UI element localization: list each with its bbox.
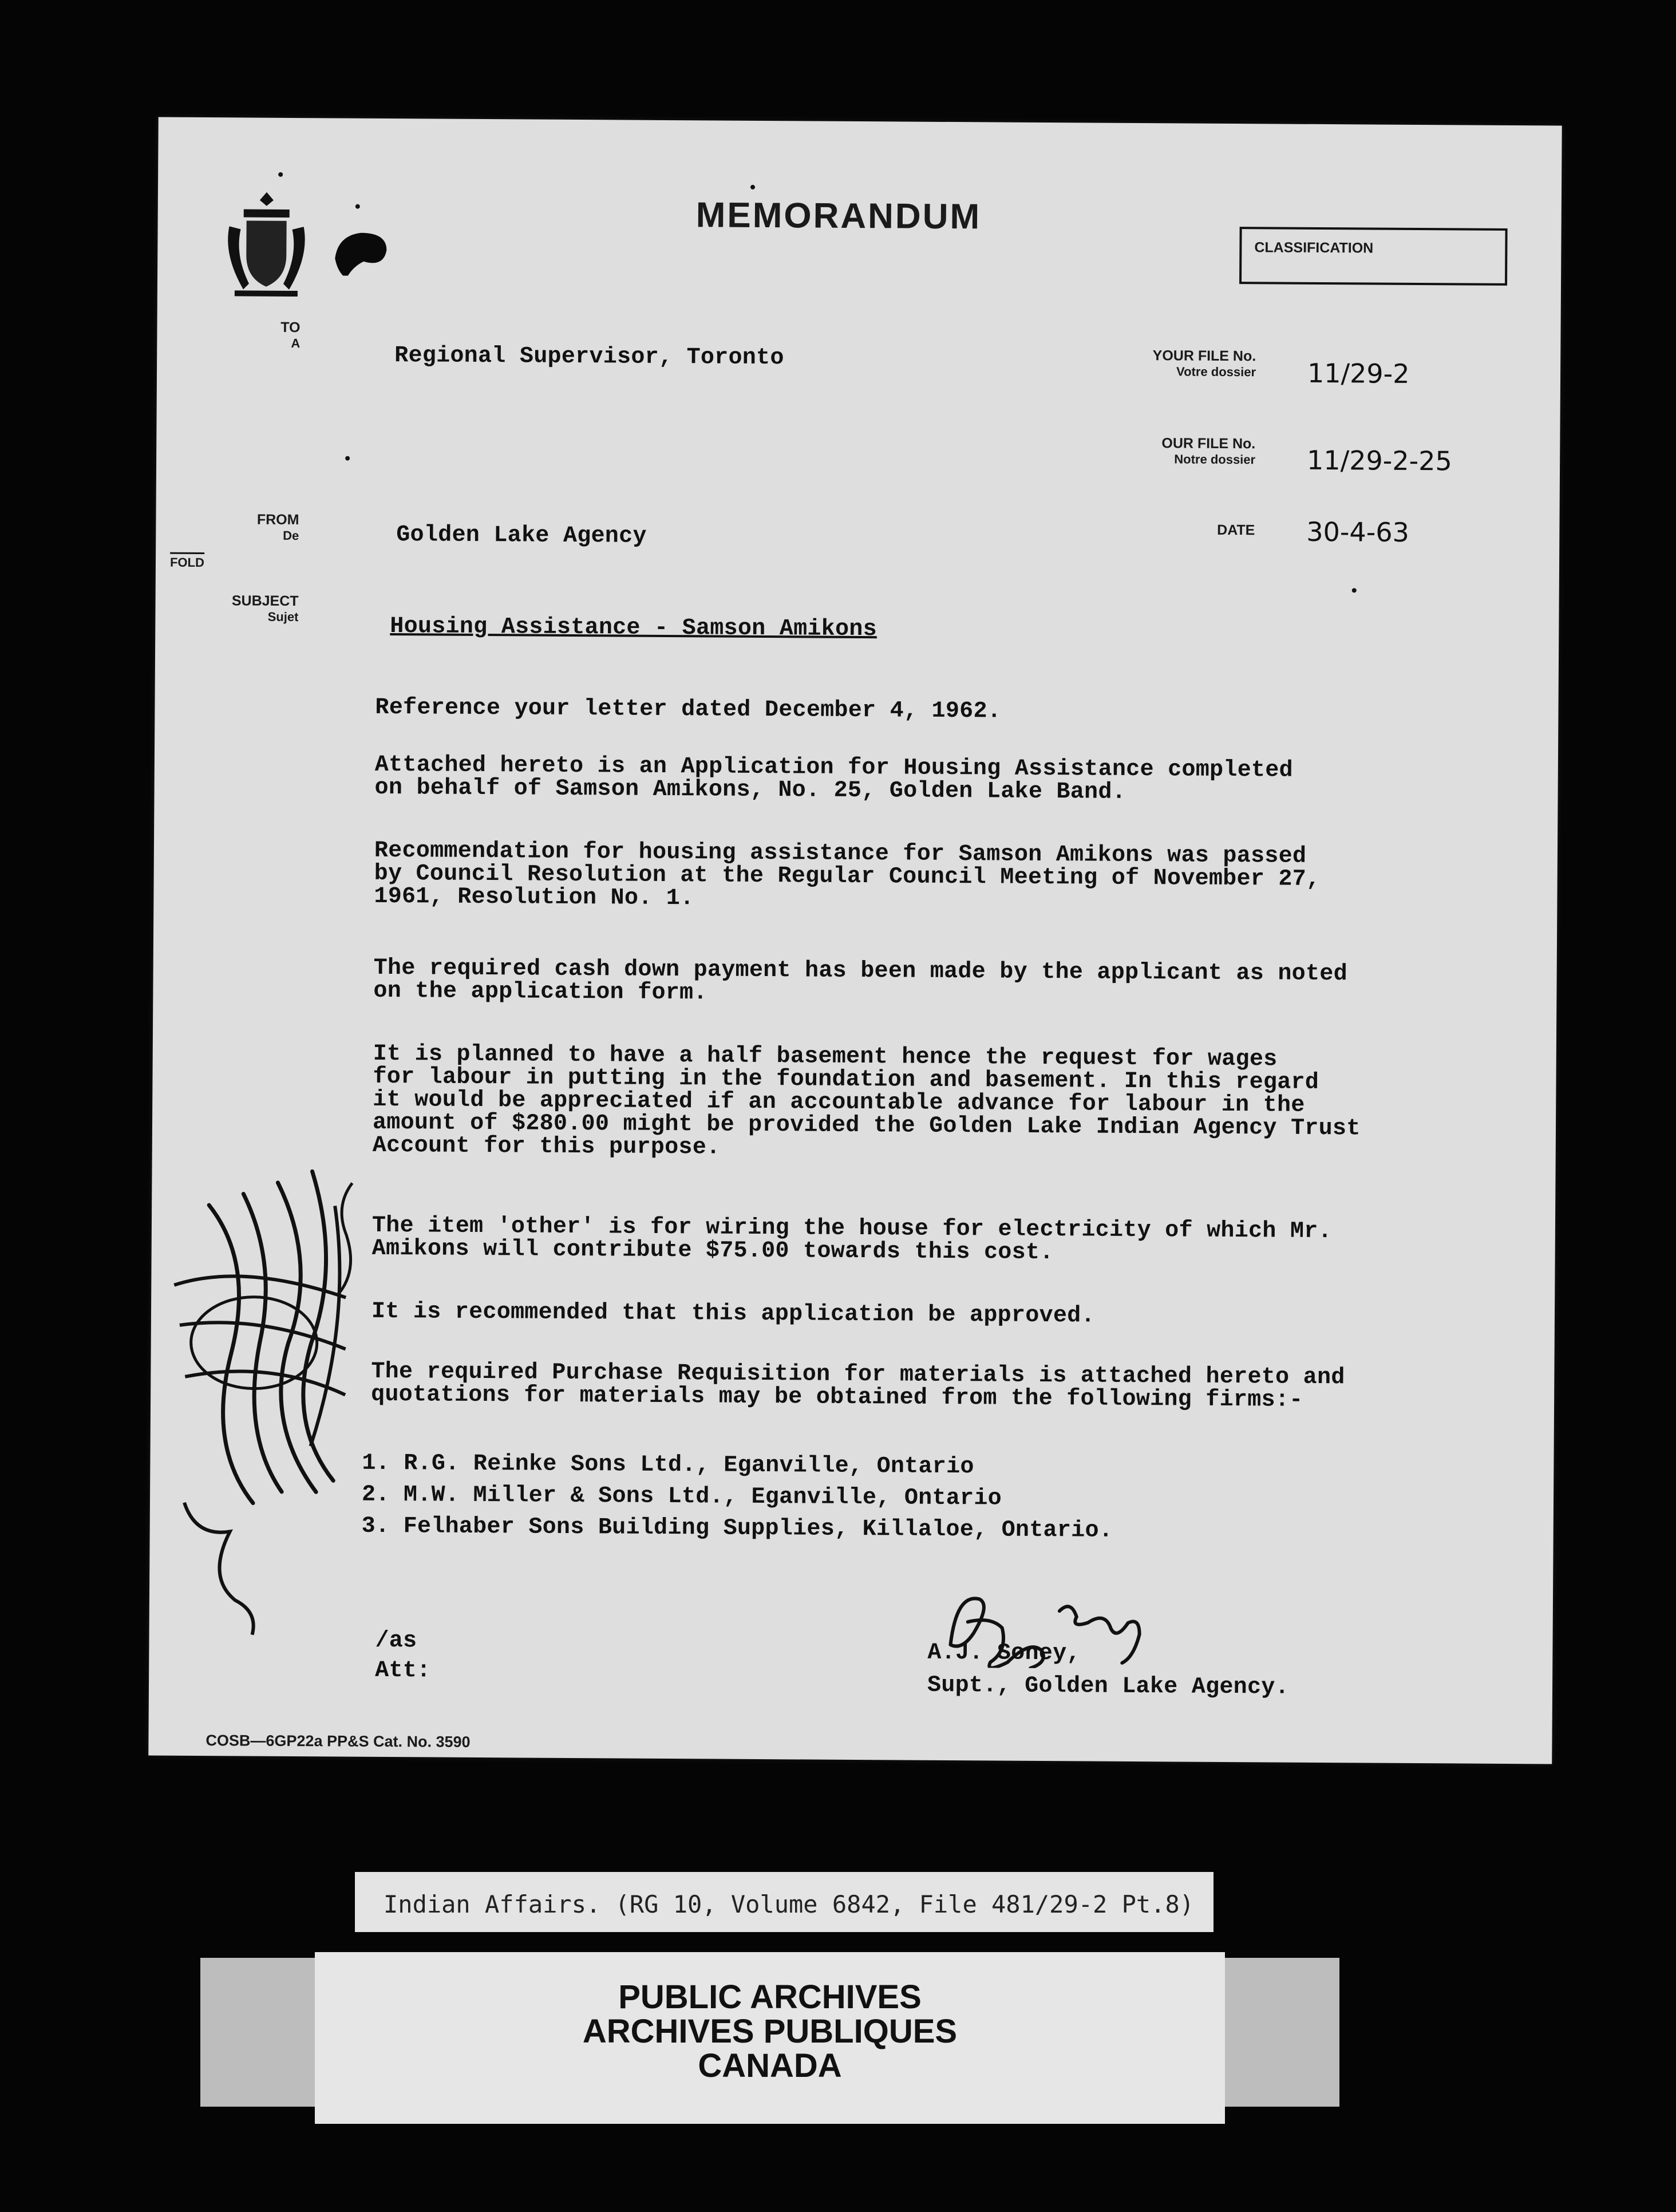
our-file-label	[1135, 435, 1255, 468]
your-file-label	[1136, 347, 1256, 380]
from-label-fr: De	[283, 528, 299, 543]
subject-label-fr: Sujet	[267, 609, 299, 625]
subject-value: Housing Assistance - Samson Amikons	[390, 614, 877, 643]
firm-list-item: 2. M.W. Miller & Sons Ltd., Eganville, Ontario	[361, 1482, 1002, 1512]
from-value: Golden Lake Agency	[396, 522, 647, 550]
paragraph-application: Attached hereto is an Application for Housing Assistance completed on behalf of Samson Amikons, No. 25, Golden Lake Band.	[374, 752, 1294, 805]
paragraph-reference: Reference your letter dated December 4, 1962.	[375, 694, 1002, 725]
typist-initials: /as	[375, 1628, 417, 1654]
memo-title: MEMORANDUM	[695, 195, 982, 237]
to-value: Regional Supervisor, Toronto	[394, 343, 784, 372]
paragraph-payment: The required cash down payment has been made by the applicant as noted on the application form.	[373, 955, 1348, 1006]
ink-blot-icon	[329, 224, 393, 276]
archives-line-country: CANADA	[698, 2047, 842, 2084]
coat-of-arms-icon	[218, 186, 315, 301]
signer-name: A.J. Soney,	[927, 1640, 1081, 1667]
signer-title: Supt., Golden Lake Agency.	[927, 1672, 1290, 1701]
paragraph-recommendation: Recommendation for housing assistance for Samson Amikons was passed by Council Resolution at the Regular Council Meeting of November 27, 1961, Resolution No. 1.	[374, 838, 1321, 912]
archives-stamp	[315, 1952, 1225, 2124]
subject-label-en: SUBJECT	[231, 592, 299, 610]
archive-reference-label	[355, 1872, 1213, 1932]
classification-box	[1239, 227, 1508, 286]
date-label: DATE	[1217, 522, 1255, 539]
our-file-label-fr: Notre dossier	[1174, 452, 1256, 467]
paragraph-approval: It is recommended that this application be approved.	[371, 1298, 1095, 1329]
paragraph-wiring: The item 'other' is for wiring the house for electricity of which Mr. Amikons will contribute $75.00 towards this cost.	[371, 1212, 1333, 1266]
archives-line-en: PUBLIC ARCHIVES	[618, 1978, 922, 2016]
paragraph-basement: It is planned to have a half basement hence the request for wages for labour in putting in the foundation and basement. In this regard it would be appreciated if an accountable advance for labour in the amount of $280.00 might be provided the Golden Lake Indian Agency Trust Account for this purpose.	[372, 1041, 1361, 1161]
memo-page	[148, 117, 1562, 1764]
from-label-en: FROM	[256, 511, 299, 528]
our-file-number: 11/29-2-25	[1306, 444, 1452, 477]
classification-label: CLASSIFICATION	[1254, 239, 1374, 256]
archive-reference-text: Indian Affairs. (RG 10, Volume 6842, File 481/29-2 Pt.8)	[384, 1890, 1195, 1918]
from-label	[236, 511, 299, 544]
our-file-label-en: OUR FILE No.	[1161, 435, 1256, 452]
your-file-number: 11/29-2	[1307, 357, 1410, 389]
handwritten-signature	[927, 1576, 1168, 1669]
subject-label	[224, 592, 298, 625]
svg-text:AJSoney: AJSoney	[1116, 1645, 1119, 1646]
firm-list-item: 1. R.G. Reinke Sons Ltd., Eganville, Ontario	[362, 1450, 974, 1480]
to-label-fr: A	[291, 335, 301, 351]
fold-mark: FOLD	[170, 552, 204, 570]
paragraph-requisition: The required Purchase Requisition for materials is attached hereto and quotations for materials may be obtained from the following firms:-	[371, 1358, 1345, 1413]
to-label-en: TO	[280, 319, 301, 336]
attachments-label: Att:	[375, 1657, 431, 1684]
archives-stamp-band	[200, 1958, 1339, 2107]
archives-line-fr: ARCHIVES PUBLIQUES	[582, 2013, 958, 2050]
firm-list-item: 3. Felhaber Sons Building Supplies, Killaloe, Ontario.	[361, 1513, 1113, 1544]
your-file-label-en: YOUR FILE No.	[1152, 347, 1256, 365]
your-file-label-fr: Votre dossier	[1176, 364, 1256, 380]
to-label	[248, 319, 300, 352]
form-catalog-number: COSB—6GP22a PP&S Cat. No. 3590	[205, 1732, 471, 1751]
margin-signature-scribble	[138, 1136, 381, 1641]
memo-date: 30-4-63	[1306, 516, 1410, 548]
